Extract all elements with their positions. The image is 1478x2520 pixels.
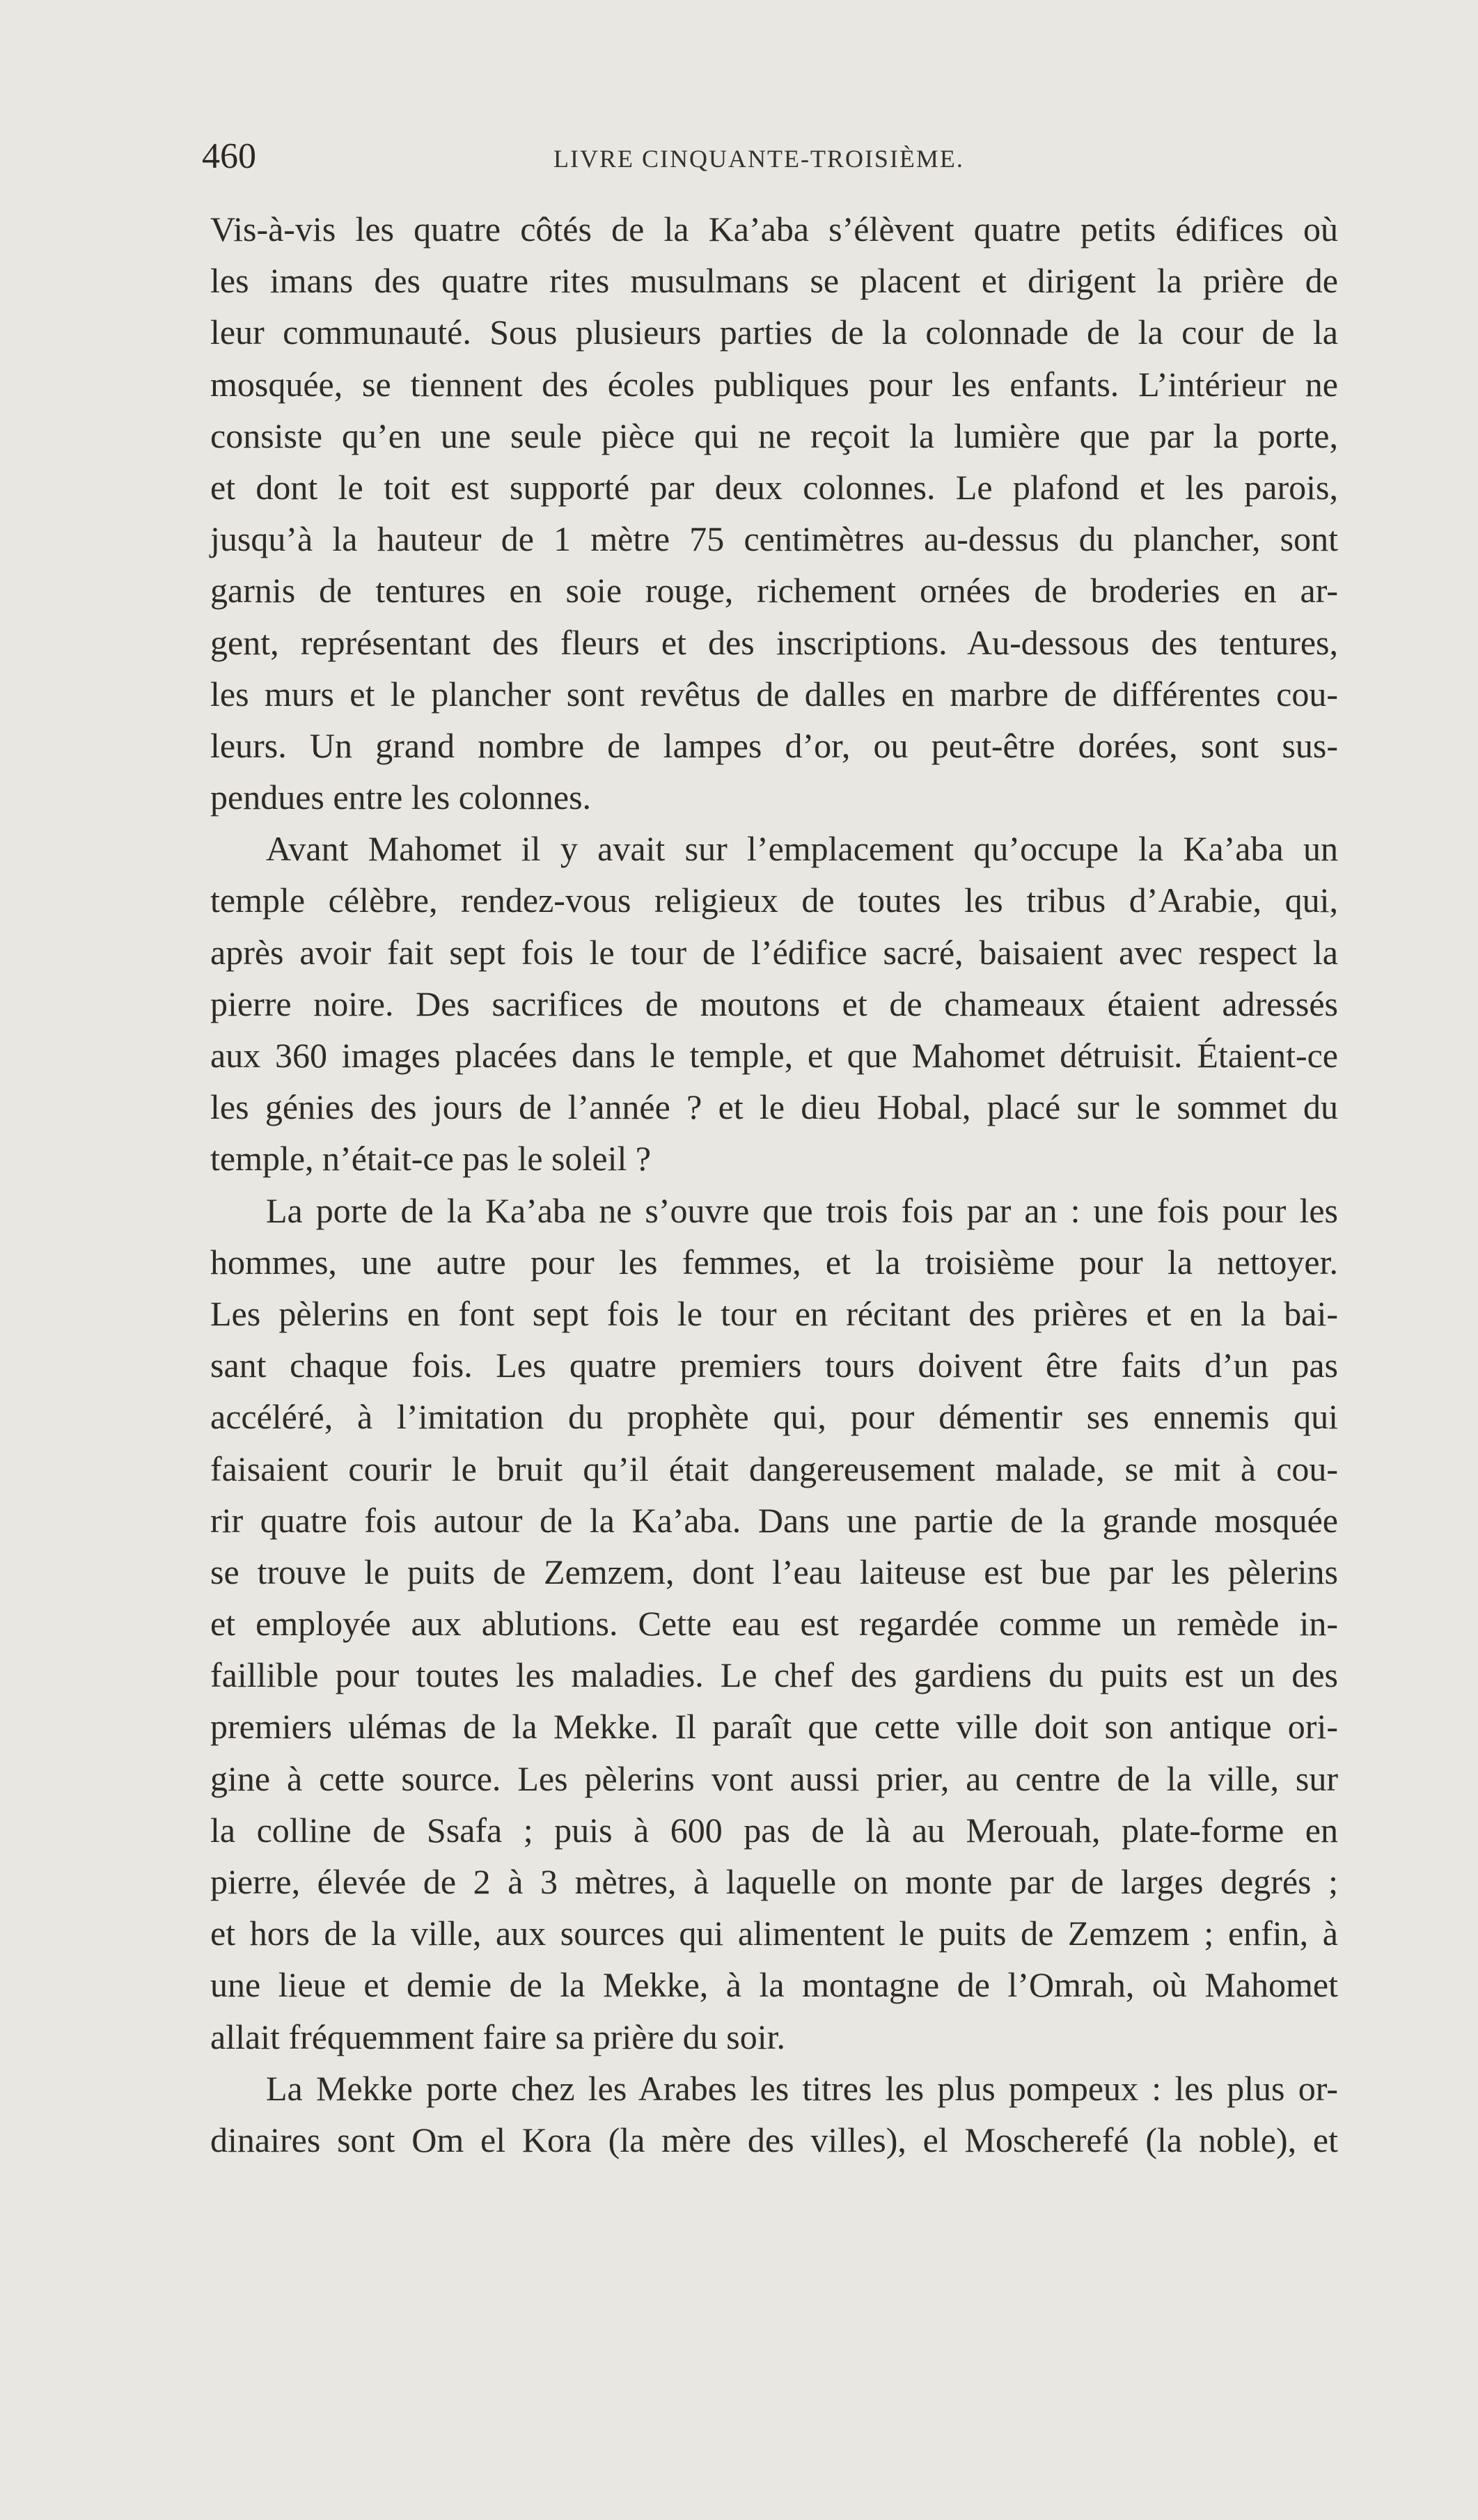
text-line: les murs et le plancher sont revêtus de dalles en marbre de différentes cou- <box>210 674 1338 714</box>
text-line: les génies des jours de l’année ? et le dieu Hobal, placé sur le sommet du <box>210 1087 1338 1127</box>
text-line: rir quatre fois autour de la Ka’aba. Dans une partie de la grande mosquée <box>210 1500 1338 1540</box>
text-line: temple, n’était-ce pas le soleil ? <box>210 1139 652 1179</box>
text-line: la colline de Ssafa ; puis à 600 pas de là au Merouah, plate-forme en <box>210 1810 1338 1850</box>
text-line: leur communauté. Sous plusieurs parties de la colonnade de la cour de la <box>210 313 1338 352</box>
text-line: pendues entre les colonnes. <box>210 778 592 817</box>
page-number: 460 <box>202 136 256 176</box>
text-line: une lieue et demie de la Mekke, à la montagne de l’Omrah, où Mahomet <box>210 1965 1338 2005</box>
text-line: dinaires sont Om el Kora (la mère des villes), el Moscherefé (la noble), et <box>210 2120 1338 2159</box>
text-line: premiers ulémas de la Mekke. Il paraît que cette ville doit son antique ori- <box>210 1707 1338 1747</box>
text-line: consiste qu’en une seule pièce qui ne reçoit la lumière que par la porte, <box>210 416 1338 455</box>
text-line: se trouve le puits de Zemzem, dont l’eau laiteuse est bue par les pèlerins <box>210 1552 1338 1591</box>
text-line: les imans des quatre rites musulmans se placent et dirigent la prière de <box>210 261 1338 301</box>
text-line: pierre, élevée de 2 à 3 mètres, à laquelle on monte par de larges degrés ; <box>210 1862 1338 1901</box>
text-line: faisaient courir le bruit qu’il était dangereusement malade, se mit à cou- <box>210 1449 1338 1488</box>
text-line: La Mekke porte chez les Arabes les titres les plus pompeux : les plus or- <box>266 2068 1338 2108</box>
text-line: après avoir fait sept fois le tour de l’édifice sacré, baisaient avec respect la <box>210 932 1338 972</box>
text-line: accéléré, à l’imitation du prophète qui, pour démentir ses ennemis qui <box>210 1397 1338 1437</box>
text-line: hommes, une autre pour les femmes, et la troisième pour la nettoyer. <box>210 1242 1338 1282</box>
text-line: aux 360 images placées dans le temple, et que Mahomet détruisit. Étaient-ce <box>210 1036 1338 1075</box>
page-header <box>202 136 1344 184</box>
text-line: leurs. Un grand nombre de lampes d’or, ou peut-être dorées, sont sus- <box>210 725 1338 765</box>
text-line: gent, représentant des fleurs et des inscriptions. Au-dessous des tentures, <box>210 622 1338 662</box>
text-line: Les pèlerins en font sept fois le tour en récitant des prières et en la bai- <box>210 1293 1338 1333</box>
text-line: allait fréquemment faire sa prière du soir. <box>210 2017 786 2056</box>
body-text <box>210 203 1338 2166</box>
text-line: et employée aux ablutions. Cette eau est regardée comme un remède in- <box>210 1604 1338 1644</box>
text-line: faillible pour toutes les maladies. Le chef des gardiens du puits est un des <box>210 1655 1338 1695</box>
text-line: Vis-à-vis les quatre côtés de la Ka’aba s’élèvent quatre petits édifices où <box>210 210 1338 249</box>
text-line: gine à cette source. Les pèlerins vont aussi prier, au centre de la ville, sur <box>210 1758 1338 1798</box>
text-line: sant chaque fois. Les quatre premiers tours doivent être faits d’un pas <box>210 1346 1338 1385</box>
text-line: garnis de tentures en soie rouge, richement ornées de broderies en ar- <box>210 571 1338 611</box>
text-line: temple célèbre, rendez-vous religieux de toutes les tribus d’Arabie, qui, <box>210 881 1338 920</box>
text-line: La porte de la Ka’aba ne s’ouvre que trois fois par an : une fois pour les <box>266 1190 1338 1230</box>
running-head: LIVRE CINQUANTE-TROISIÈME. <box>553 145 964 173</box>
text-line: Avant Mahomet il y avait sur l’emplacement qu’occupe la Ka’aba un <box>266 829 1338 869</box>
text-line: et hors de la ville, aux sources qui alimentent le puits de Zemzem ; enfin, à <box>210 1914 1338 1953</box>
text-line: jusqu’à la hauteur de 1 mètre 75 centimètres au-dessus du plancher, sont <box>210 519 1338 559</box>
text-line: pierre noire. Des sacrifices de moutons et de chameaux étaient adressés <box>210 984 1338 1023</box>
text-line: mosquée, se tiennent des écoles publiques pour les enfants. L’intérieur ne <box>210 364 1338 404</box>
text-line: et dont le toit est supporté par deux colonnes. Le plafond et les parois, <box>210 467 1338 507</box>
